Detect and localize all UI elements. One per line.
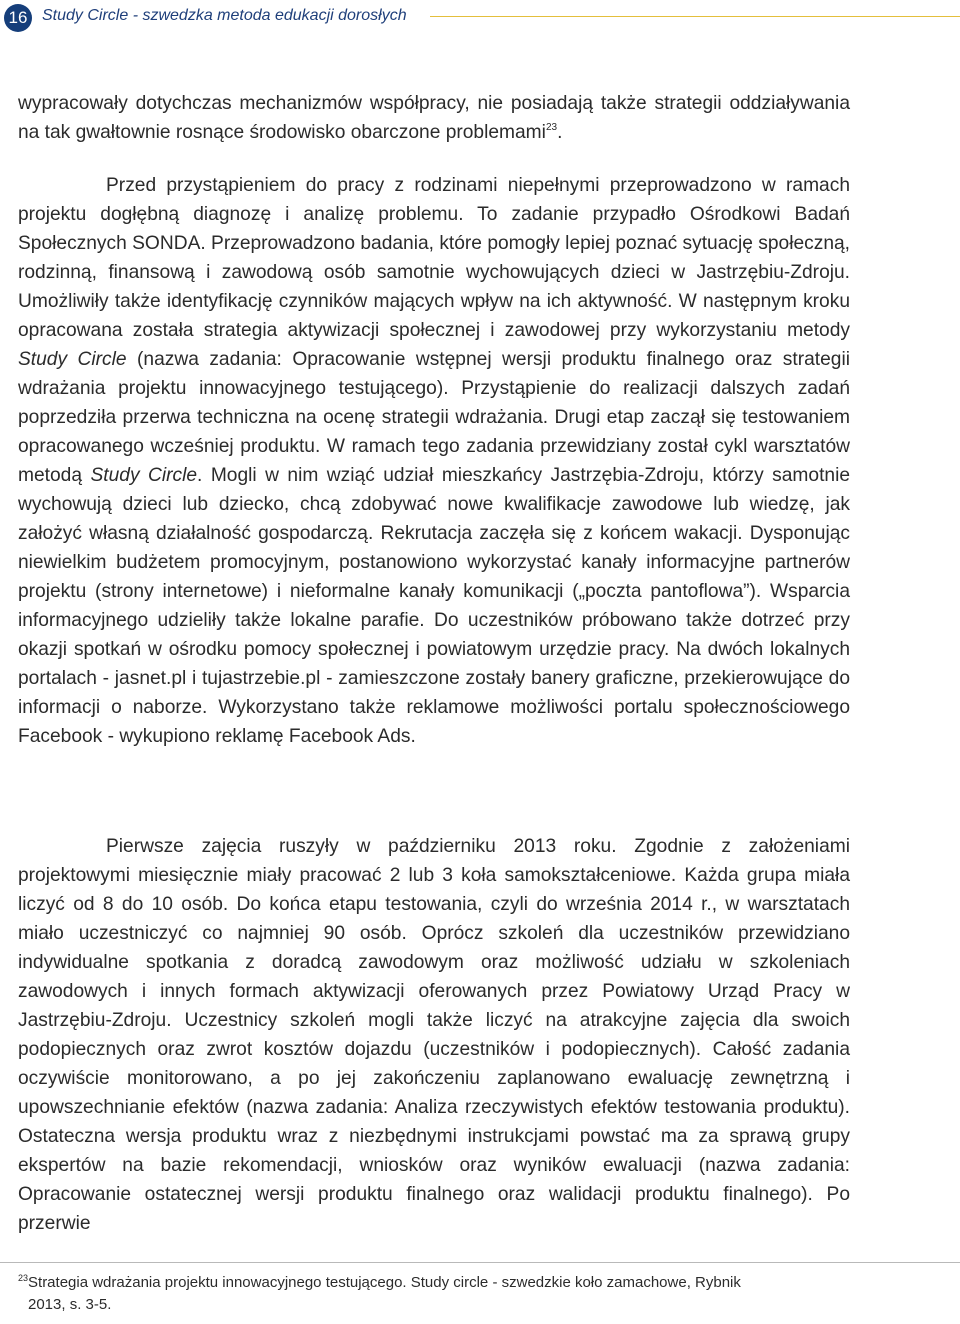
footnote-line-2: 2013, s. 3-5. [28,1296,112,1313]
page-header [0,0,960,40]
paragraph-1 [18,89,850,147]
study-circle-term: Study Circle [90,465,198,486]
paragraph-1-end: . [557,122,563,143]
footnote-number: 23 [18,1273,29,1283]
paragraph-3-text: Pierwsze zajęcia ruszyły w październiku 2013 roku. Zgodnie z założeniami projektowymi miesięcznie miały pracować 2 lub 3 koła samokształceniowe. Każda grupa miała liczyć od 8 do 10 osób. Do końca etapu testowania, czyli do września 2014 r., w warsztatach miało uczestniczyć co najmniej 90 osób. Oprócz szkoleń dla uczestników przewidziano indywidualne spotkania z doradcą zawodowym oraz możliwość udziału w szkoleniach zawodowych i innych formach aktywizacji oferowanych przez Powiatowy Urząd Pracy w Jastrzębiu-Zdroju. Uczestnicy szkoleń mogli także liczyć na atrakcyjne zajęcia dla swoich podopiecznych oraz zwrot kosztów dojazdu (uczestników i podopiecznych). Całość zadania oczywiście monitorowano, a po jej zakończeniu zaplanowano ewaluację zewnętrzną i upowszechnianie efektów (nazwa zadania: Analiza rzeczywistych efektów testowania produktu). Ostateczna wersja produktu wraz z niezbędnymi instrukcjami powstać ma za sprawą grupy ekspertów na bazie rekomendacji, wniosków oraz wyników ewaluacji (nazwa zadania: Opracowanie ostatecznej wersji produktu finalnego oraz walidacji produktu finalnego). Po przerwie [18,836,850,1234]
running-title: Study Circle - szwedzka metoda edukacji dorosłych [42,7,407,24]
paragraph-2-part-b: (nazwa zadania: Opracowanie wstępnej wersji produktu finalnego oraz strategii wdrażania projektu innowacyjnego testującego). Przystąpienie do realizacji dalszych zadań poprzedziła przerwa techniczna na ocenę strategii wdrażania. Drugi etap zaczął się testowaniem opracowanego wcześniej produktu. W ramach tego zadania przewidziany został cykl warsztatów metodą [18,349,850,486]
header-rule [430,16,960,17]
paragraph-2-part-c: . Mogli w nim wziąć udział mieszkańcy Jastrzębia-Zdroju, którzy samotnie wychowują dzieci lub dziecko, chcą zdobywać nowe kwalifikacje zawodowe lub wiedzę, jak założyć własną działalność gospodarczą. Rekrutacja zaczęła się z końcem wakacji. Dysponując niewielkim budżetem promocyjnym, postanowiono wykorzystać kanały informacyjne partnerów projektu (strony internetowe) i nieformalne kanały komunikacji („poczta pantoflowa”). Wsparcia informacyjnego udzieliły także lokalne parafie. Do uczestników próbowano także dotrzeć przy okazji spotkań w ośrodku pomocy społecznej i powiatowym urzędzie pracy. Na dwóch lokalnych portalach - jasnet.pl i tujastrzebie.pl - zamieszczone zostały banery graficzne, przekierowujące do informacji o naborze. Wykorzystano także reklamowe możliwości portalu społecznościowego Facebook - wykupiono reklamę Facebook Ads. [18,465,851,747]
study-circle-term: Study Circle [18,349,127,370]
paragraph-2-part-a: Przed przystąpieniem do pracy z rodzinami niepełnymi przeprowadzono w ramach projektu dogłębną diagnozę i analizę problemu. To zadanie przypadło Ośrodkowi Badań Społecznych SONDA. Przeprowadzono badania, które pomogły lepiej poznać sytuację społeczną, rodzinną, finansową i zawodową osób samotnie wychowujących dzieci w Jastrzębiu-Zdroju. Umożliwiły także identyfikację czynników mających wpływ na ich aktywność. W następnym kroku opracowana została strategia aktywizacji społecznej i zawodowej przy wykorzystaniu metody [18,175,850,341]
footnote-line-1: Strategia wdrażania projektu innowacyjnego testującego. Study circle - szwedzkie koło zamachowe, Rybnik [28,1274,741,1291]
footnote-separator [0,1262,960,1263]
footnote-ref-23[interactable]: 23 [545,122,558,133]
page-number-badge: 16 [4,4,32,32]
paragraph-2 [18,171,850,751]
paragraph-3 [18,832,850,1238]
paragraph-1-text: wypracowały dotychczas mechanizmów współpracy, nie posiadają także strategii oddziaływania na tak gwałtownie rosnące środowisko obarczone problemami [18,93,850,143]
footnote-23 [18,1272,838,1316]
